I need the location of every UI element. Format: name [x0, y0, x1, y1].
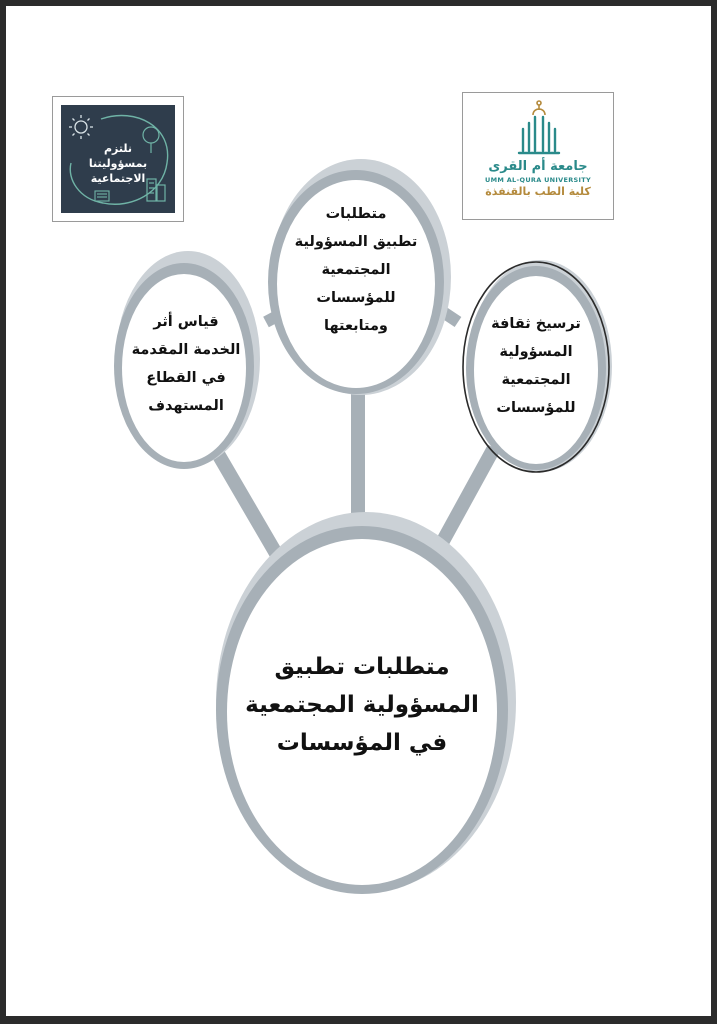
node-right-line: المسؤولية [499, 344, 573, 360]
node-top-label [276, 200, 436, 340]
node-right-line: للمؤسسات [496, 400, 576, 416]
logo-slogan-line: نلتزم [103, 142, 132, 155]
node-center-line: المسؤولية المجتمعية [245, 692, 479, 718]
node-top-line: متطلبات [325, 206, 387, 222]
node-top-line: للمؤسسات [316, 290, 396, 306]
node-center-line: متطلبات تطبيق [274, 654, 450, 680]
node-left-line: قياس أثر [153, 314, 219, 330]
requirements-diagram [96, 142, 616, 916]
node-center-line: في المؤسسات [276, 730, 448, 756]
node-left-line: الخدمة المقدمة [131, 342, 241, 358]
connector-right [438, 448, 494, 550]
node-top-line: المجتمعية [321, 262, 391, 278]
node-top-line: ومتابعتها [324, 318, 388, 334]
logo-slogan-line: بمسؤوليتنا [88, 157, 148, 170]
university-name-ar: جامعة أم القرى [488, 159, 588, 174]
node-right-line: المجتمعية [501, 372, 571, 388]
sun-icon [69, 115, 93, 139]
connector-left [214, 447, 281, 562]
node-left-line: المستهدف [148, 398, 224, 414]
node-left-label [116, 308, 256, 420]
document-page [6, 6, 711, 1016]
node-left-line: في القطاع [146, 370, 226, 386]
node-right-label [468, 310, 604, 422]
university-name-en: UMM AL-QURA UNIVERSITY [485, 176, 591, 184]
node-top-line: تطبيق المسؤولية [294, 234, 418, 250]
college-name-ar: كلية الطب بالقنفذة [485, 185, 591, 198]
node-center-label [236, 648, 488, 762]
node-right-line: ترسيخ ثقافة [491, 316, 581, 332]
logo-slogan-line: الاجتماعية [90, 172, 146, 185]
